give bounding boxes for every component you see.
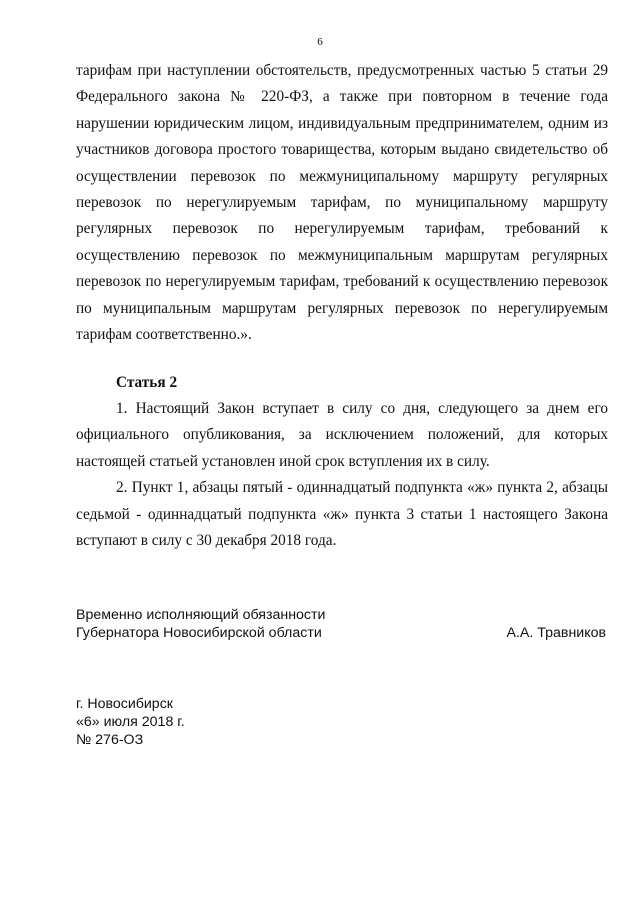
article-heading: Статья 2 [116, 374, 178, 391]
date: «6» июля 2018 г. [76, 714, 185, 730]
signatory-name: А.А. Травников [506, 625, 606, 641]
page-number: 6 [317, 36, 323, 48]
place-date-block [76, 695, 185, 749]
continuation-text: тарифам при наступлении обстоятельств, предусмотренных частью 5 статьи 29 Федерального закона № 220-ФЗ, а также при повторном в течение года нарушении юридическим лицом, индивидуальным предпринимателем, одним из участников договора простого товарищества, которым выдано свидетельство об осуществлении перевозок по межмуниципальному маршруту регулярных перевозок по нерегулируемым тарифам, по муниципальному маршруту регулярных перевозок по нерегулируемым тарифам, требований к осуществлению перевозок по межмуниципальным маршрутам регулярных перевозок по нерегулируемым тарифам, требований к осуществлению перевозок по муниципальным маршрутам регулярных перевозок по нерегулируемым тарифам соответственно.». [76, 62, 608, 344]
article-point-1: 1. Настоящий Закон вступает в силу со дня, следующего за днем его официального опубликования, за исключением положений, для которых настоящей статьей установлен иной срок вступления их в силу. [76, 400, 608, 470]
signature-block [76, 606, 608, 642]
law-number: № 276-ОЗ [76, 732, 144, 748]
signature-title-line-1: Временно исполняющий обязанности [76, 607, 326, 623]
signature-row [76, 624, 608, 642]
city: г. Новосибирск [76, 696, 173, 712]
continuation-paragraph [76, 58, 608, 348]
signature-title-line-2: Губернатора Новосибирской области [76, 625, 322, 641]
article-body [76, 396, 608, 554]
article-point-2: 2. Пункт 1, абзацы пятый - одиннадцатый подпункта «ж» пункта 2, абзацы седьмой - одиннадцатый подпункта «ж» пункта 3 статьи 1 настоящего Закона вступают в силу с 30 декабря 2018 года. [76, 479, 608, 550]
